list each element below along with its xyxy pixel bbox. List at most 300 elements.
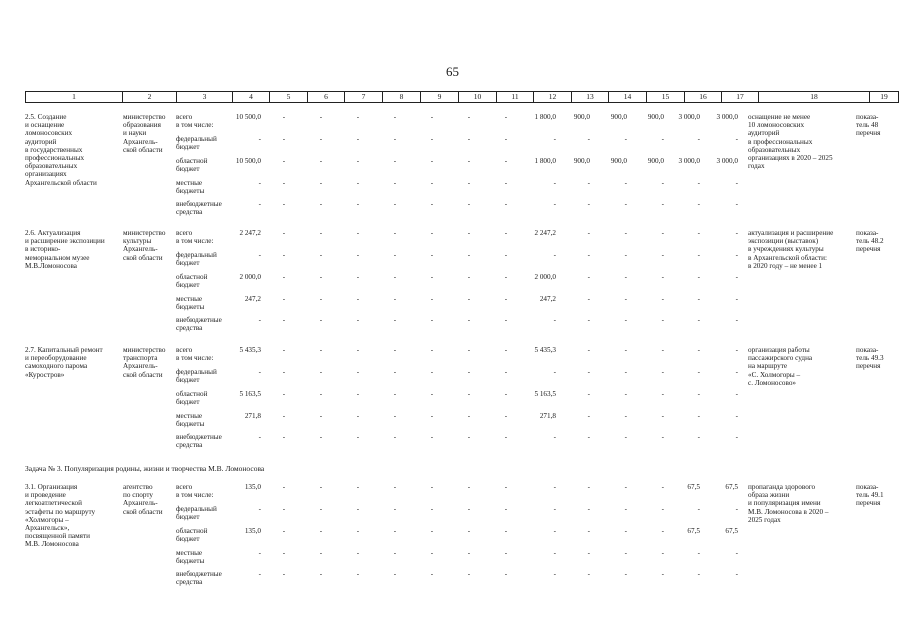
activity-name: 2.6. Актуализация и расширение экспозиции в историко- мемориальном музее М.В.Ломоносова [25, 229, 105, 270]
empty-year-cell: - [430, 433, 434, 441]
empty-year-cell: - [356, 412, 360, 420]
col-header-18: 18 [759, 92, 870, 103]
empty-year-cell: - [319, 505, 323, 513]
funding-source-label: внебюджетные средства [176, 433, 222, 450]
funding-year-value: - [661, 433, 664, 441]
activity-name: 2.7. Капитальный ремонт и переоборудование самоходного парома «Куростров» [25, 346, 103, 379]
funding-year-value: - [553, 251, 556, 259]
empty-year-cell: - [393, 200, 397, 208]
funding-year-value: - [697, 570, 700, 578]
funding-source-label: местные бюджеты [176, 179, 205, 196]
empty-year-cell: - [467, 273, 471, 281]
empty-year-cell: - [393, 412, 397, 420]
empty-year-cell: - [393, 135, 397, 143]
funding-total-value: 135,0 [244, 527, 261, 535]
funding-year-value: - [587, 570, 590, 578]
funding-year-value: - [735, 368, 738, 376]
empty-year-cell: - [319, 229, 323, 237]
empty-year-cell: - [467, 135, 471, 143]
empty-year-cell: - [356, 549, 360, 557]
empty-year-cell: - [356, 390, 360, 398]
funding-year-value: - [697, 505, 700, 513]
empty-year-cell: - [282, 316, 286, 324]
empty-year-cell: - [356, 135, 360, 143]
col-header-5: 5 [270, 92, 308, 103]
funding-year-value: - [587, 295, 590, 303]
funding-year-value: - [661, 135, 664, 143]
col-header-2: 2 [123, 92, 177, 103]
empty-year-cell: - [356, 433, 360, 441]
funding-total-value: 10 500,0 [235, 157, 261, 165]
empty-year-cell: - [467, 200, 471, 208]
funding-total-value: - [258, 570, 261, 578]
empty-year-cell: - [504, 229, 508, 237]
funding-year-value: - [697, 295, 700, 303]
responsible-executor: агентство по спорту Архангель- ской области [123, 483, 163, 516]
empty-year-cell: - [504, 549, 508, 557]
funding-year-value: - [735, 135, 738, 143]
empty-year-cell: - [430, 273, 434, 281]
col-header-10: 10 [459, 92, 497, 103]
funding-source-label: федеральный бюджет [176, 505, 217, 522]
funding-year-value: - [697, 179, 700, 187]
funding-year-value: - [735, 346, 738, 354]
funding-year-value: - [735, 179, 738, 187]
funding-total-value: 5 163,5 [239, 390, 261, 398]
funding-year-value: - [587, 527, 590, 535]
empty-year-cell: - [467, 412, 471, 420]
funding-total-value: - [258, 549, 261, 557]
empty-year-cell: - [282, 527, 286, 535]
funding-year-value: - [735, 229, 738, 237]
funding-year-value: - [661, 483, 664, 491]
funding-year-value: - [735, 316, 738, 324]
empty-year-cell: - [467, 433, 471, 441]
col-header-11: 11 [497, 92, 534, 103]
funding-year-value: - [697, 200, 700, 208]
funding-total-value: - [258, 316, 261, 324]
funding-year-value: 271,8 [539, 412, 556, 420]
funding-year-value: - [624, 295, 627, 303]
task-3-heading: Задача № 3. Популяризация родины, жизни и творчества М.В. Ломоносова [25, 464, 265, 473]
empty-year-cell: - [356, 273, 360, 281]
empty-year-cell: - [356, 113, 360, 121]
empty-year-cell: - [282, 229, 286, 237]
empty-year-cell: - [430, 483, 434, 491]
funding-year-value: - [553, 433, 556, 441]
empty-year-cell: - [504, 390, 508, 398]
funding-year-value: - [553, 200, 556, 208]
funding-source-label: внебюджетные средства [176, 316, 222, 333]
empty-year-cell: - [393, 179, 397, 187]
empty-year-cell: - [504, 570, 508, 578]
empty-year-cell: - [319, 433, 323, 441]
empty-year-cell: - [504, 412, 508, 420]
funding-source-label: всего в том числе: [176, 346, 214, 363]
funding-year-value: - [661, 179, 664, 187]
funding-source-label: местные бюджеты [176, 412, 205, 429]
funding-total-value: 2 247,2 [239, 229, 261, 237]
funding-total-value: 10 500,0 [235, 113, 261, 121]
col-header-19: 19 [870, 92, 899, 103]
empty-year-cell: - [282, 179, 286, 187]
expected-result: организация работы пассажирского судна на маршруте «С. Холмогоры – с. Ломоносово» [748, 346, 813, 387]
empty-year-cell: - [467, 570, 471, 578]
funding-year-value: - [587, 483, 590, 491]
funding-source-label: всего в том числе: [176, 483, 214, 500]
empty-year-cell: - [356, 200, 360, 208]
funding-total-value: 247,2 [244, 295, 261, 303]
funding-source-label: внебюджетные средства [176, 200, 222, 217]
funding-total-value: 5 435,3 [239, 346, 261, 354]
funding-year-value: - [587, 200, 590, 208]
funding-year-value: - [697, 412, 700, 420]
empty-year-cell: - [430, 251, 434, 259]
expected-result: оснащение не менее 10 ломоносовских аудиторий в профессиональных образовательных организациях в 2020 – 2025 годах [748, 113, 833, 171]
empty-year-cell: - [282, 346, 286, 354]
funding-year-value: 5 163,5 [534, 390, 556, 398]
empty-year-cell: - [319, 390, 323, 398]
funding-year-value: - [624, 433, 627, 441]
empty-year-cell: - [319, 316, 323, 324]
empty-year-cell: - [319, 135, 323, 143]
funding-year-value: - [661, 412, 664, 420]
empty-year-cell: - [356, 251, 360, 259]
empty-year-cell: - [282, 251, 286, 259]
empty-year-cell: - [504, 113, 508, 121]
funding-year-value: 67,5 [725, 483, 738, 491]
empty-year-cell: - [467, 179, 471, 187]
funding-year-value: - [697, 549, 700, 557]
empty-year-cell: - [356, 527, 360, 535]
page-number: 65 [446, 64, 459, 79]
funding-year-value: - [587, 135, 590, 143]
funding-year-value: - [735, 433, 738, 441]
empty-year-cell: - [504, 251, 508, 259]
funding-year-value: - [661, 505, 664, 513]
empty-year-cell: - [504, 135, 508, 143]
funding-source-label: местные бюджеты [176, 549, 205, 566]
column-number-header [25, 91, 899, 103]
funding-year-value: 900,0 [573, 113, 590, 121]
funding-year-value: - [553, 483, 556, 491]
empty-year-cell: - [504, 368, 508, 376]
empty-year-cell: - [430, 229, 434, 237]
empty-year-cell: - [430, 200, 434, 208]
funding-year-value: - [697, 316, 700, 324]
funding-year-value: - [587, 412, 590, 420]
funding-year-value: - [697, 346, 700, 354]
empty-year-cell: - [319, 200, 323, 208]
empty-year-cell: - [393, 113, 397, 121]
funding-year-value: 900,0 [573, 157, 590, 165]
funding-year-value: 67,5 [687, 483, 700, 491]
empty-year-cell: - [467, 368, 471, 376]
funding-year-value: - [624, 412, 627, 420]
funding-year-value: 2 000,0 [534, 273, 556, 281]
funding-year-value: - [553, 179, 556, 187]
empty-year-cell: - [393, 316, 397, 324]
target-indicator: показа- тель 48.2 перечня [856, 229, 884, 254]
empty-year-cell: - [467, 390, 471, 398]
funding-total-value: - [258, 200, 261, 208]
empty-year-cell: - [356, 229, 360, 237]
funding-total-value: - [258, 179, 261, 187]
empty-year-cell: - [430, 157, 434, 165]
funding-year-value: - [553, 135, 556, 143]
empty-year-cell: - [504, 505, 508, 513]
empty-year-cell: - [356, 316, 360, 324]
empty-year-cell: - [319, 251, 323, 259]
funding-year-value: - [624, 200, 627, 208]
empty-year-cell: - [319, 483, 323, 491]
funding-year-value: - [624, 135, 627, 143]
funding-source-label: местные бюджеты [176, 295, 205, 312]
funding-total-value: - [258, 135, 261, 143]
col-header-4: 4 [233, 92, 270, 103]
funding-total-value: - [258, 433, 261, 441]
responsible-executor: министерство образования и науки Архангель- ской области [123, 113, 166, 154]
activity-block [0, 113, 905, 218]
funding-year-value: - [735, 549, 738, 557]
funding-year-value: 67,5 [687, 527, 700, 535]
funding-source-label: внебюджетные средства [176, 570, 222, 587]
funding-year-value: - [553, 527, 556, 535]
funding-total-value: - [258, 505, 261, 513]
funding-year-value: - [697, 433, 700, 441]
funding-total-value: - [258, 251, 261, 259]
funding-year-value: - [553, 316, 556, 324]
empty-year-cell: - [393, 229, 397, 237]
empty-year-cell: - [504, 179, 508, 187]
empty-year-cell: - [319, 570, 323, 578]
funding-year-value: - [587, 251, 590, 259]
col-header-3: 3 [177, 92, 233, 103]
empty-year-cell: - [282, 135, 286, 143]
empty-year-cell: - [467, 316, 471, 324]
funding-year-value: - [624, 390, 627, 398]
funding-year-value: - [587, 346, 590, 354]
col-header-16: 16 [685, 92, 722, 103]
activity-block [0, 346, 905, 451]
empty-year-cell: - [356, 570, 360, 578]
empty-year-cell: - [393, 505, 397, 513]
expected-result: актуализация и расширение экспозиции (выставок) в учреждениях культуры в Архангельской области: в 2020 году – не менее 1 [748, 229, 834, 270]
funding-year-value: - [624, 368, 627, 376]
funding-year-value: 3 000,0 [678, 157, 700, 165]
empty-year-cell: - [393, 527, 397, 535]
empty-year-cell: - [467, 527, 471, 535]
target-indicator: показа- тель 49.1 перечня [856, 483, 884, 508]
empty-year-cell: - [356, 179, 360, 187]
empty-year-cell: - [393, 433, 397, 441]
funding-year-value: - [735, 570, 738, 578]
funding-year-value: - [661, 200, 664, 208]
empty-year-cell: - [393, 549, 397, 557]
funding-year-value: - [661, 229, 664, 237]
funding-year-value: - [624, 505, 627, 513]
empty-year-cell: - [393, 346, 397, 354]
empty-year-cell: - [356, 346, 360, 354]
empty-year-cell: - [319, 527, 323, 535]
empty-year-cell: - [430, 368, 434, 376]
funding-year-value: - [624, 346, 627, 354]
col-header-14: 14 [609, 92, 647, 103]
funding-source-label: федеральный бюджет [176, 368, 217, 385]
col-header-1: 1 [26, 92, 123, 103]
funding-year-value: - [735, 251, 738, 259]
funding-year-value: - [661, 346, 664, 354]
empty-year-cell: - [504, 316, 508, 324]
empty-year-cell: - [282, 368, 286, 376]
funding-year-value: - [587, 390, 590, 398]
empty-year-cell: - [393, 368, 397, 376]
funding-year-value: - [735, 505, 738, 513]
responsible-executor: министерство культуры Архангель- ской области [123, 229, 166, 262]
funding-year-value: - [587, 179, 590, 187]
funding-year-value: - [661, 527, 664, 535]
empty-year-cell: - [504, 273, 508, 281]
funding-year-value: 247,2 [539, 295, 556, 303]
funding-year-value: - [587, 316, 590, 324]
empty-year-cell: - [282, 200, 286, 208]
empty-year-cell: - [504, 295, 508, 303]
funding-year-value: - [697, 251, 700, 259]
funding-year-value: - [661, 316, 664, 324]
funding-year-value: 2 247,2 [534, 229, 556, 237]
funding-year-value: - [624, 316, 627, 324]
empty-year-cell: - [430, 549, 434, 557]
empty-year-cell: - [319, 113, 323, 121]
empty-year-cell: - [430, 316, 434, 324]
empty-year-cell: - [430, 179, 434, 187]
empty-year-cell: - [430, 527, 434, 535]
empty-year-cell: - [356, 483, 360, 491]
empty-year-cell: - [467, 113, 471, 121]
col-header-6: 6 [308, 92, 345, 103]
responsible-executor: министерство транспорта Архангель- ской области [123, 346, 166, 379]
funding-total-value: 271,8 [244, 412, 261, 420]
empty-year-cell: - [430, 135, 434, 143]
funding-year-value: - [735, 273, 738, 281]
empty-year-cell: - [319, 157, 323, 165]
funding-year-value: 67,5 [725, 527, 738, 535]
funding-year-value: - [587, 229, 590, 237]
funding-year-value: - [624, 570, 627, 578]
funding-year-value: - [587, 433, 590, 441]
empty-year-cell: - [467, 229, 471, 237]
empty-year-cell: - [393, 273, 397, 281]
empty-year-cell: - [356, 295, 360, 303]
empty-year-cell: - [504, 346, 508, 354]
funding-year-value: - [697, 273, 700, 281]
funding-year-value: - [661, 570, 664, 578]
funding-year-value: - [661, 295, 664, 303]
funding-source-label: федеральный бюджет [176, 251, 217, 268]
funding-year-value: 3 000,0 [678, 113, 700, 121]
activity-block [0, 483, 905, 588]
funding-year-value: - [553, 505, 556, 513]
empty-year-cell: - [319, 412, 323, 420]
funding-year-value: - [697, 229, 700, 237]
empty-year-cell: - [430, 505, 434, 513]
funding-source-label: федеральный бюджет [176, 135, 217, 152]
expected-result: пропаганда здорового образа жизни и популяризация имени М.В. Ломоносова в 2020 – 2025 годах [748, 483, 829, 524]
empty-year-cell: - [393, 483, 397, 491]
col-header-12: 12 [534, 92, 572, 103]
empty-year-cell: - [467, 346, 471, 354]
empty-year-cell: - [504, 483, 508, 491]
empty-year-cell: - [393, 157, 397, 165]
empty-year-cell: - [356, 368, 360, 376]
funding-year-value: 1 800,0 [534, 157, 556, 165]
funding-year-value: 900,0 [647, 157, 664, 165]
funding-year-value: - [735, 412, 738, 420]
empty-year-cell: - [282, 390, 286, 398]
funding-year-value: - [697, 135, 700, 143]
funding-source-label: областной бюджет [176, 157, 208, 174]
activity-block [0, 229, 905, 334]
funding-year-value: - [624, 549, 627, 557]
target-indicator: показа- тель 48 перечня [856, 113, 881, 138]
funding-year-value: - [661, 251, 664, 259]
funding-source-label: всего в том числе: [176, 229, 214, 246]
funding-year-value: - [624, 251, 627, 259]
empty-year-cell: - [319, 368, 323, 376]
funding-year-value: - [624, 527, 627, 535]
funding-year-value: 1 800,0 [534, 113, 556, 121]
empty-year-cell: - [319, 273, 323, 281]
empty-year-cell: - [282, 433, 286, 441]
empty-year-cell: - [356, 505, 360, 513]
empty-year-cell: - [467, 505, 471, 513]
funding-year-value: - [661, 368, 664, 376]
funding-year-value: - [587, 505, 590, 513]
col-header-13: 13 [572, 92, 609, 103]
funding-year-value: 3 000,0 [716, 157, 738, 165]
funding-year-value: 900,0 [610, 157, 627, 165]
empty-year-cell: - [430, 113, 434, 121]
empty-year-cell: - [282, 273, 286, 281]
empty-year-cell: - [393, 295, 397, 303]
empty-year-cell: - [319, 346, 323, 354]
funding-source-label: областной бюджет [176, 527, 208, 544]
funding-source-label: областной бюджет [176, 390, 208, 407]
funding-year-value: - [587, 368, 590, 376]
funding-year-value: - [587, 549, 590, 557]
empty-year-cell: - [504, 433, 508, 441]
funding-year-value: - [624, 273, 627, 281]
funding-year-value: 900,0 [610, 113, 627, 121]
col-header-7: 7 [345, 92, 383, 103]
empty-year-cell: - [467, 251, 471, 259]
empty-year-cell: - [430, 346, 434, 354]
funding-year-value: - [661, 273, 664, 281]
funding-year-value: - [553, 368, 556, 376]
empty-year-cell: - [319, 179, 323, 187]
funding-year-value: - [661, 549, 664, 557]
empty-year-cell: - [282, 157, 286, 165]
funding-year-value: - [735, 200, 738, 208]
activity-name: 3.1. Организация и проведение легкоатлетической эстафеты по маршруту «Холмогоры – Архангельск», посвященной памяти М.В. Ломоносова [25, 483, 96, 549]
col-header-9: 9 [421, 92, 459, 103]
empty-year-cell: - [282, 483, 286, 491]
funding-year-value: - [735, 295, 738, 303]
funding-year-value: - [587, 273, 590, 281]
col-header-15: 15 [647, 92, 685, 103]
funding-year-value: - [624, 229, 627, 237]
empty-year-cell: - [282, 570, 286, 578]
